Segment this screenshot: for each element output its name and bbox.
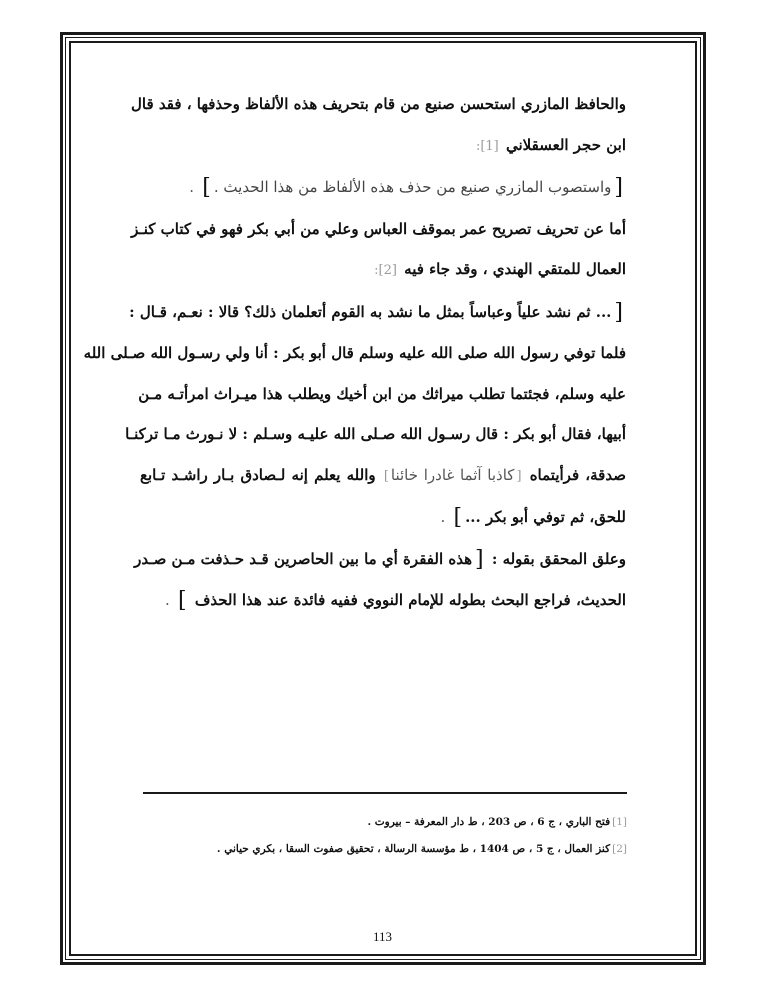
inline-bracket: ] — [383, 468, 389, 484]
quote-text: عليه وسلم، فجئتما تطلب ميراثك من ابن أخيك ويطلب هذا ميـراث امرأتـه مـن — [138, 384, 626, 403]
quote-text: صدقة، فرأيتماه — [529, 465, 626, 484]
open-bracket: [ — [614, 299, 623, 325]
end-mark: . — [189, 178, 195, 196]
quote-text: للحق، ثم توفي أبو بكر ... — [465, 508, 626, 526]
text-line — [140, 249, 626, 292]
quote-text: أبيها، فقال أبو بكر : قال رسـول الله صـلى الله عليـه وسـلم : لا نـورث مـا تركنـا — [125, 425, 626, 443]
text-line — [131, 209, 626, 250]
page-body — [83, 84, 626, 622]
paragraph-text: العمال للمتقي الهندي ، وقد جاء فيه — [404, 260, 626, 278]
text-line — [134, 539, 626, 581]
quote-line — [140, 374, 626, 415]
footnote-number: [2] — [612, 843, 627, 855]
quote-text: واستصوب المازري صنيع من حذف هذه الألفاظ من هذا الحديث . — [213, 178, 612, 196]
quote-text: والله يعلم إنه لـصادق بـار راشـد تـابع — [140, 465, 376, 484]
footnote-text: فتح الباري ، ج 6 ، ص 203 ، ط دار المعرفة – بيروت . — [367, 816, 611, 828]
quoted-phrase: كاذبا آثما غادرا خائنا — [390, 465, 515, 484]
paragraph-text: ابن حجر العسقلاني — [505, 135, 626, 154]
paragraph-text: والحافظ المازري استحسن صنيع من قام بتحريف هذه الألفاظ وحذفها ، فقد قال — [131, 95, 626, 113]
footnote-ref: [1]: — [475, 138, 499, 154]
quote-line — [140, 455, 626, 498]
paragraph-text: أما عن تحريف تصريح عمر بموقف العباس وعلي من أبي بكر فهو في كتاب كنـز — [131, 219, 626, 238]
close-bracket: ] — [202, 175, 211, 200]
footnote-1 — [143, 809, 627, 836]
quote-text: ... ثم نشد علياً وعباساً بمثل ما نشد به القوم أتعلمان ذلك؟ قالا : نعـم، قـال : — [129, 302, 612, 321]
footnote-ref: [2]: — [374, 263, 397, 278]
page-number: 113 — [372, 929, 393, 944]
footnote-2 — [143, 836, 627, 863]
text-line — [140, 580, 626, 622]
footnote-text: كنز العمال ، ج 5 ، ص 1404 ، ط مؤسسة الرسالة ، تحقيق صفوت السقا ، بكري حياني . — [216, 843, 611, 855]
quote-line — [140, 497, 626, 539]
paragraph-text: وعلق المحقق بقوله : — [491, 549, 626, 568]
end-mark: . — [440, 508, 446, 526]
footnote-separator — [143, 792, 627, 794]
open-bracket: [ — [614, 175, 623, 200]
paragraph-text: الحديث، فراجع البحث بطوله للإمام النووي ففيه فائدة عند هذا الحذف — [194, 591, 626, 609]
inline-bracket: [ — [516, 468, 522, 484]
text-line — [131, 84, 626, 125]
quote-text: فلما توفي رسول الله صلى الله عليه وسلم قال أبو بكر : أنا ولي رسـول الله صـلى الله — [83, 344, 626, 362]
quote-line — [125, 414, 626, 455]
footnote-number: [1] — [612, 816, 627, 828]
quote-line — [83, 333, 626, 374]
end-mark: . — [164, 591, 170, 609]
footnotes — [143, 809, 627, 863]
open-bracket: [ — [474, 546, 484, 572]
text-line — [140, 125, 626, 168]
quote-line — [140, 167, 626, 209]
close-bracket: ] — [177, 588, 187, 613]
close-bracket: ] — [453, 505, 463, 530]
quote-line — [129, 292, 626, 334]
paragraph-text: هذه الفقرة أي ما بين الحاصرين قـد حـذفت مـن صـدر — [134, 549, 472, 568]
